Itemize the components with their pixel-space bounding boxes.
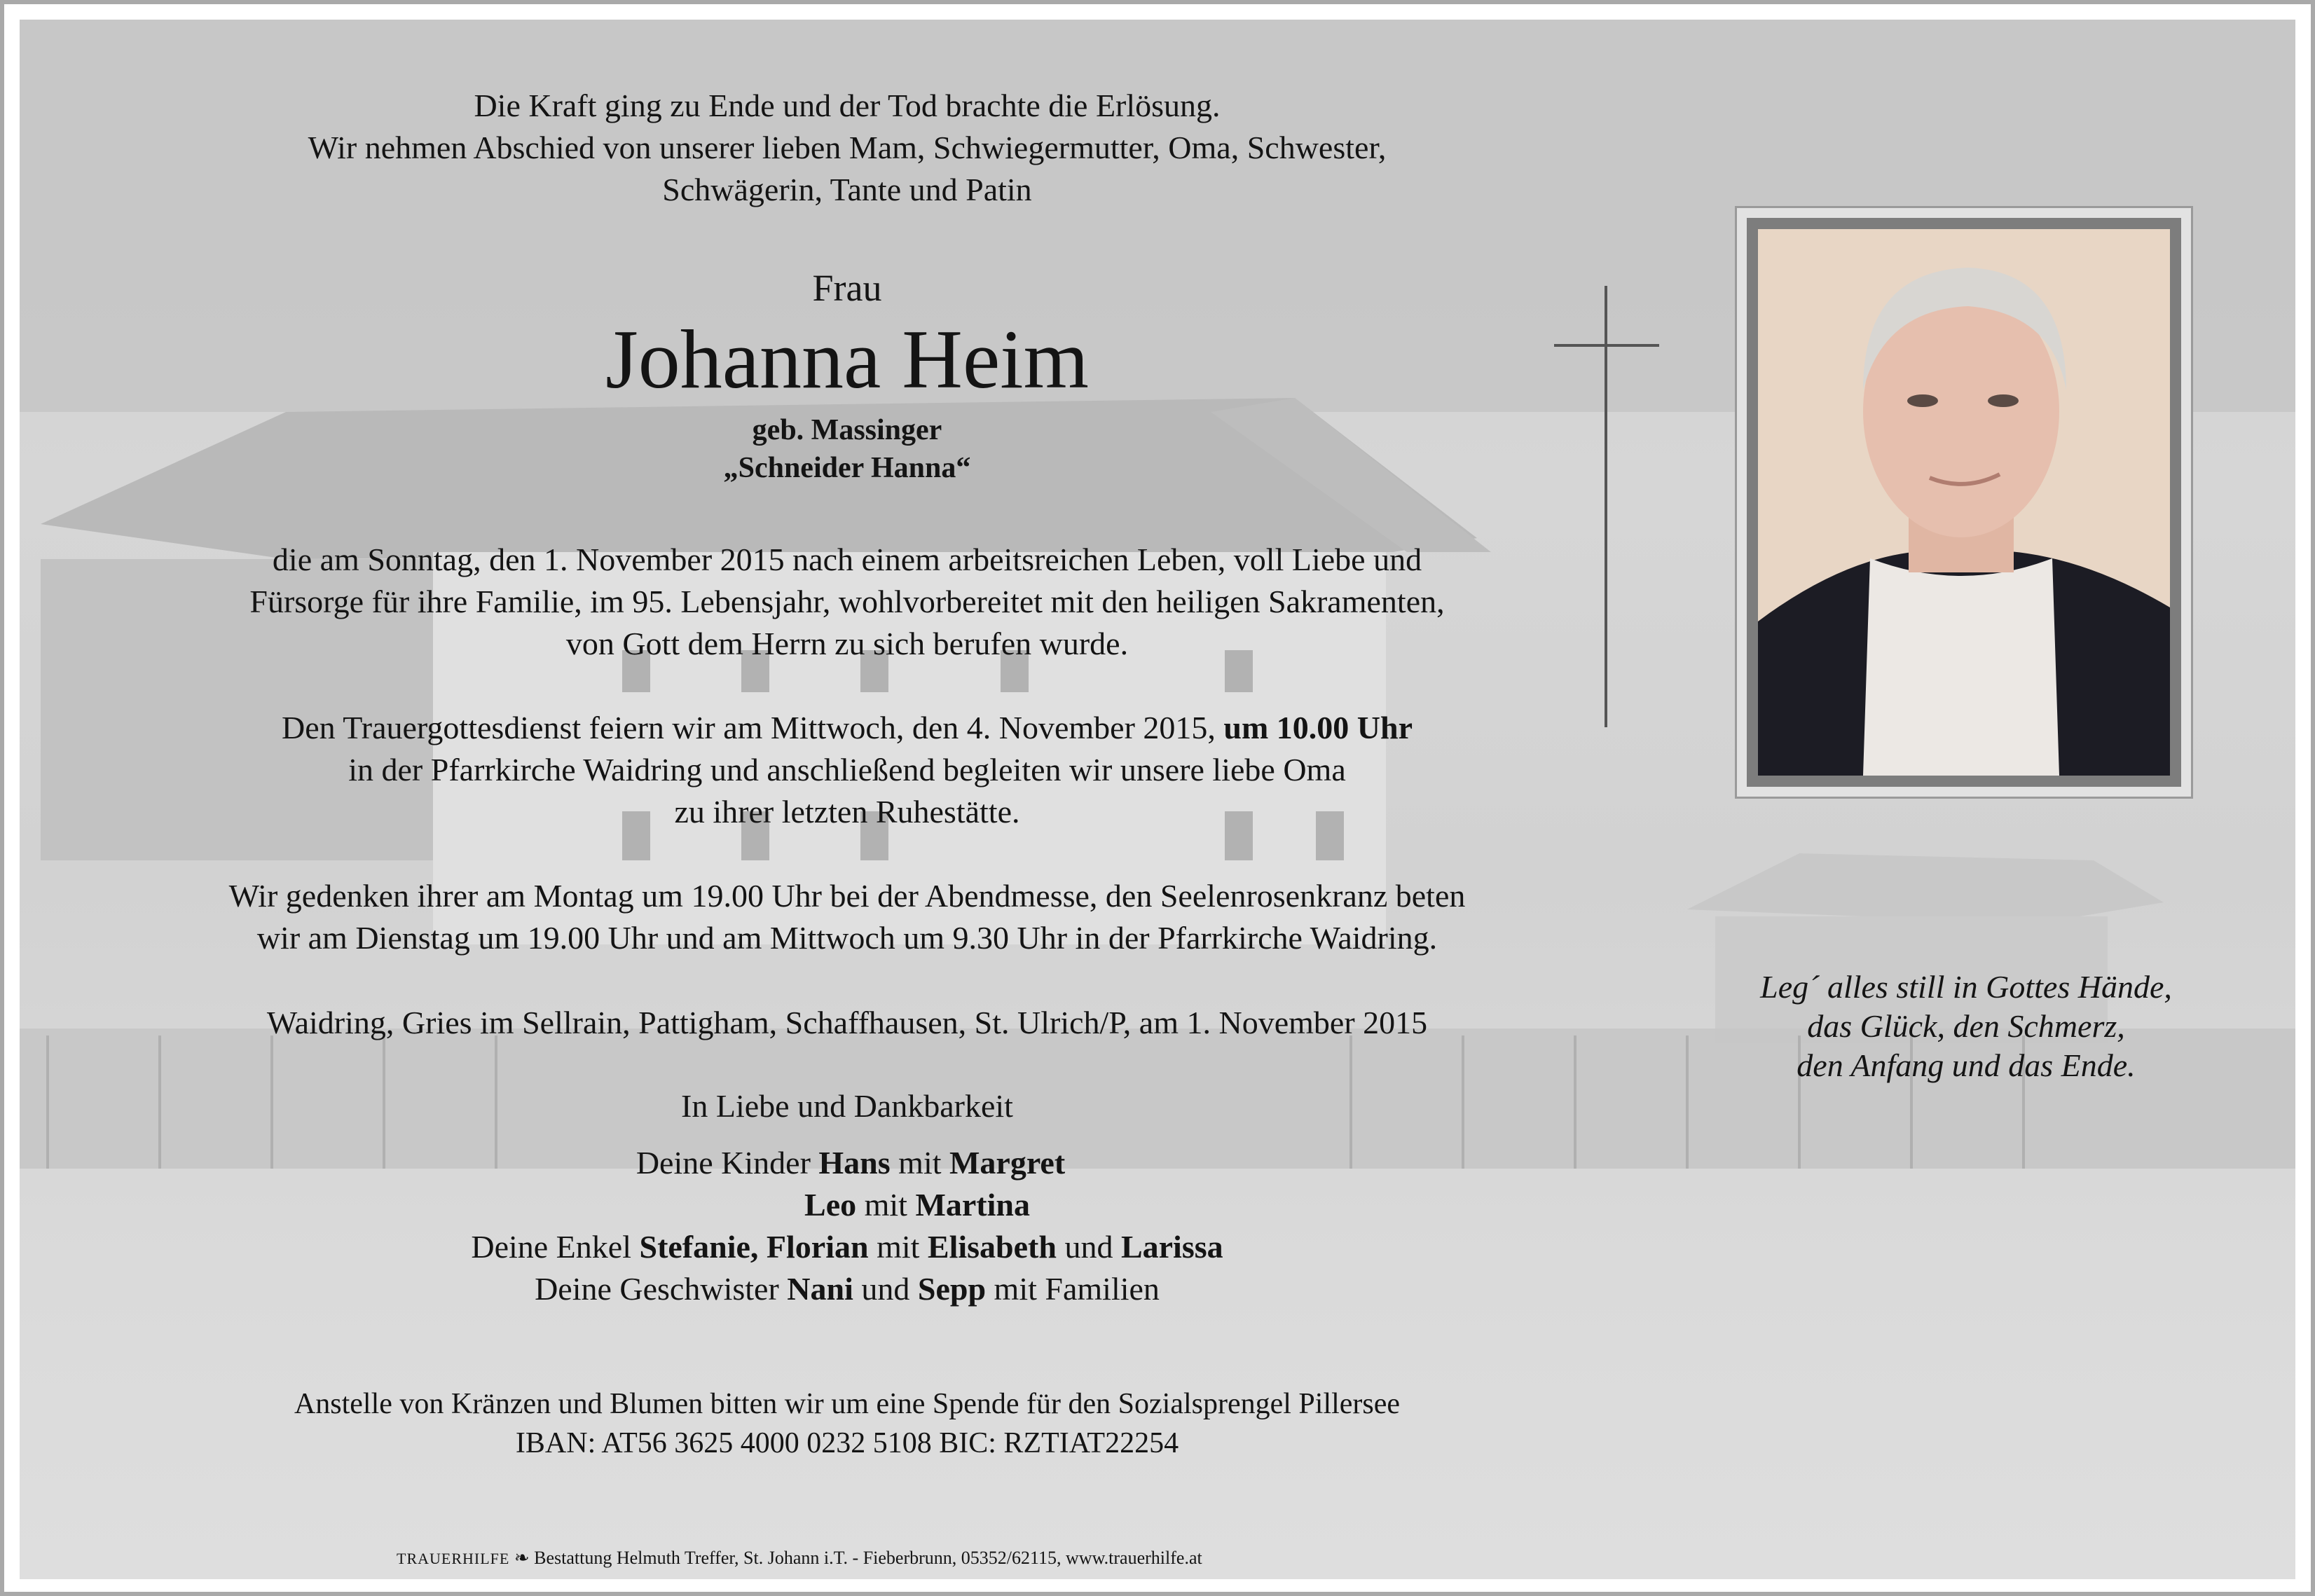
cross-bar	[1554, 344, 1659, 347]
sibling-name: Nani	[787, 1271, 853, 1307]
intro-line-1: Die Kraft ging zu Ende und der Tod brachte die Erlösung.	[474, 88, 1221, 123]
quote-line-1: Leg´ alles still in Gottes Hände,	[1760, 969, 2172, 1005]
deceased-name: Johanna Heim	[605, 312, 1089, 406]
intro-line-3: Schwägerin, Tante und Patin	[662, 172, 1032, 207]
quote-line-2: das Glück, den Schmerz,	[1807, 1008, 2125, 1044]
grandchild-name: Larissa	[1120, 1229, 1223, 1265]
closing-phrase: In Liebe und Dankbarkeit	[681, 1088, 1013, 1124]
birth-name: geb. Massinger	[752, 414, 942, 446]
child-name: Leo	[804, 1187, 857, 1223]
sibling-name: Sepp	[917, 1271, 987, 1307]
portrait-photo	[1747, 218, 2181, 787]
siblings-label: Deine Geschwister	[535, 1271, 788, 1307]
child-name: Hans	[818, 1145, 891, 1181]
partner-name: Martina	[915, 1187, 1030, 1223]
mit-word: mit	[868, 1229, 928, 1265]
und-word: und	[853, 1271, 918, 1307]
families-text: mit Familien	[986, 1271, 1160, 1307]
death-line-1: die am Sonntag, den 1. November 2015 nach einem arbeitsreichen Leben, voll Liebe und	[272, 542, 1422, 577]
service-line-1-text: Den Trauergottesdienst feiern wir am Mittwoch, den 4. November 2015,	[281, 710, 1224, 745]
rosary-line-1: Wir gedenken ihrer am Montag um 19.00 Uhr bei der Abendmesse, den Seelenrosenkranz beten	[228, 878, 1466, 914]
death-notice	[4, 539, 1690, 665]
mourners-siblings	[4, 1268, 1690, 1310]
rosary-line-2: wir am Dienstag um 19.00 Uhr und am Mittwoch um 9.30 Uhr in der Pfarrkirche Waidring.	[256, 920, 1438, 956]
mourners-children-2	[4, 1184, 1690, 1226]
intro-text	[4, 85, 1690, 211]
donation-line-2: IBAN: AT56 3625 4000 0232 5108 BIC: RZTIAT22254	[515, 1427, 1179, 1459]
death-line-2: Fürsorge für ihre Familie, im 95. Lebensjahr, wohlvorbereitet mit den heiligen Sakramenten,	[249, 584, 1445, 619]
mit-word: mit	[890, 1145, 950, 1181]
service-time: um 10.00 Uhr	[1223, 710, 1413, 745]
portrait-frame	[1735, 206, 2193, 799]
donation-line-1: Anstelle von Kränzen und Blumen bitten wir um eine Spende für den Sozialsprengel Pillersee	[294, 1388, 1401, 1420]
service-line-3: zu ihrer letzten Ruhestätte.	[674, 794, 1020, 830]
service-info	[4, 707, 1690, 833]
mourners-grandchildren	[4, 1226, 1690, 1268]
partner-name: Margret	[949, 1145, 1066, 1181]
grandchildren-label: Deine Enkel	[471, 1229, 640, 1265]
dove-icon: ❧	[514, 1548, 530, 1568]
place-and-date: Waidring, Gries im Sellrain, Pattigham, Schaffhausen, St. Ulrich/P, am 1. November 2015	[266, 1005, 1428, 1040]
funeral-home-footer	[397, 1548, 1202, 1569]
quote-line-3: den Anfang und das Ende.	[1797, 1047, 2136, 1083]
children-label: Deine Kinder	[636, 1145, 819, 1181]
donation-info	[4, 1384, 1690, 1463]
service-line-1	[4, 707, 1690, 749]
mit-word: mit	[856, 1187, 916, 1223]
mourners-children	[4, 1142, 1690, 1184]
partner-name: Elisabeth	[927, 1229, 1057, 1265]
trauerhilfe-brand: TRAUERHILFE	[397, 1550, 510, 1567]
salutation: Frau	[812, 267, 882, 309]
grandchild-names: Stefanie, Florian	[639, 1229, 869, 1265]
rosary-info	[4, 875, 1690, 959]
und-word: und	[1056, 1229, 1121, 1265]
cross-icon	[1605, 286, 1607, 727]
mourners-list	[4, 1142, 1690, 1310]
service-line-2: in der Pfarrkirche Waidring und anschließend begleiten wir unsere liebe Oma	[348, 752, 1346, 787]
nickname: „Schneider Hanna“	[723, 452, 971, 484]
memorial-quote	[1693, 968, 2239, 1085]
footer-text: Bestattung Helmuth Treffer, St. Johann i.T. - Fieberbrunn, 05352/62115, www.trauerhilfe.at	[529, 1548, 1202, 1568]
intro-line-2: Wir nehmen Abschied von unserer lieben Mam, Schwiegermutter, Oma, Schwester,	[308, 130, 1387, 165]
death-line-3: von Gott dem Herrn zu sich berufen wurde.	[565, 626, 1129, 661]
